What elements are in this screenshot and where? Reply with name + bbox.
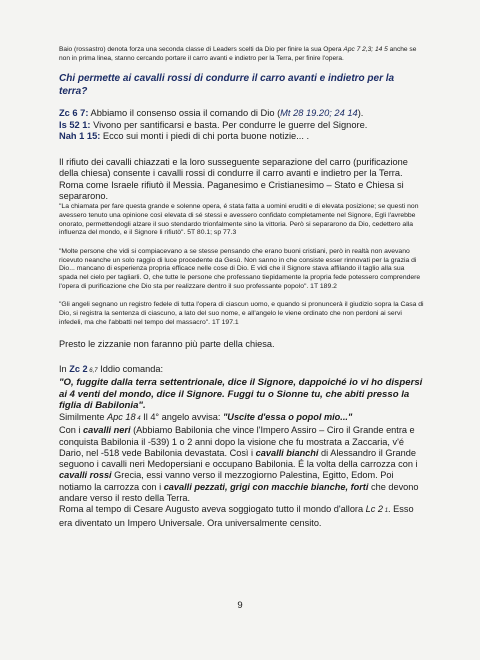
spotted-horses-term: cavalli pezzati, grigi con macchie bianche, forti: [163, 481, 369, 492]
horses-text: che devono andare verso il resto della Terra.: [59, 481, 419, 504]
intro-text: Baio (rossastro) denota forza una seconda classe di Leaders scelti da Dio per finire la sua Opera: [59, 46, 344, 53]
horses-text: Con i: [59, 425, 84, 436]
rome-text-end: . Esso era diventato un Impero Universale. Ora universalmente censito.: [59, 504, 414, 528]
apc-reference: Apc 18: [107, 411, 136, 422]
verse-text-end: ).: [357, 108, 364, 119]
verse-cross-reference: Mt 28 19.20; 24 14: [280, 108, 358, 119]
apc-quote: "Uscite d'essa o popol mio...": [222, 411, 353, 422]
horses-text: (Abbiamo Babilonia che vince l'Impero Assiro – Ciro il Grande entra e conquista Babilonia il -539) 1 o 2 anni dopo la visione che fu mostrata a Zaccaria, v'é Dario, nel -518 vede Babilonia devastata. Così i: [59, 425, 415, 458]
zc2-intro: [59, 364, 424, 377]
white-horses-term: cavalli bianchi: [255, 447, 319, 458]
quote-block: "La chiamata per fare questa grande e solenne opera, é stata fatta a uomini eruditi e di elevata posizione; se questi non avessero tenuto una opinione così elevata di sé stessi e avessero confidato completamente nel Signore, Egli l'avrebbe onorato, permettendogli alzare il suo stendardo trionfalmente sino la vittoria. Però si separarono da Dio, cedettero alla influenza del mondo, e il Signore li rifiutò". 5T 80.1; sp 77.3: [59, 203, 419, 237]
horses-paragraph: [59, 425, 424, 504]
rome-reference: Lc 2: [365, 504, 384, 515]
page-number: 9: [237, 600, 243, 611]
horses-text: Grecia, essi vanno verso il mezzogiorno Palestina, Egitto, Edom. Poi notiamo la carrozza con i: [59, 470, 394, 492]
verse-list: [59, 108, 424, 143]
intro-reference: Apc 7 2,3; 14 5: [343, 46, 388, 53]
zc2-lead-end: Iddio comanda:: [97, 363, 164, 374]
verse-text: Vivono per santificarsi e basta. Per condurre le guerre del Signore.: [90, 119, 368, 130]
intro-paragraph: [59, 46, 424, 63]
verse-text: Ecco sui monti i piedi di chi porta buone notizie... .: [100, 131, 310, 142]
apc-text: Il 4° angelo avvisa:: [140, 411, 223, 422]
red-horses-term: cavalli rossi: [59, 470, 112, 481]
quote-block: "Molte persone che vidi si compiacevano a se stesse pensando che erano buoni cristiani, però in realtà non avevano ricevuto neanche un solo raggio di luce procedente da Gesù. Non sanno in che consiste esser rinnovati per la grazia di Dio... mancano di esperienza propria efficace nelle cose di Dio. E vidi che il Signore stava affilando il taglio alla sua spada nel cielo per tagliarli. O, che tutte le persone che professano tiepidamente la propria fede potessero comprendere l'opera di purificazione che Dio sta per realizzare dentro il suo professante popolo". 1T 189.2: [59, 247, 421, 290]
rome-reference-verse: 1: [383, 508, 389, 515]
intro-text-end: anche se non in prima linea, stanno cercando portare il carro avanti e indietro per la Terra, per finire l'opera.: [59, 46, 417, 62]
black-horses-term: cavalli neri: [83, 425, 131, 436]
tares-sentence: Presto le zizzanie non faranno più parte della chiesa.: [59, 338, 275, 349]
apc-lead: Similmente: [59, 411, 107, 422]
verse-reference: Zc 6 7:: [59, 108, 89, 119]
zc2-quote: "O, fuggite dalla terra settentrionale, dice il Signore, dappoiché io vi ho dispersi ai 4 venti del mondo, dice il Signore. Fuggi tu o Sionne tu, che abiti presso la figlia di Babilonia".: [59, 377, 423, 412]
zc2-reference: Zc 2: [69, 363, 88, 374]
section-heading: Chi permette ai cavalli rossi di condurre il carro avanti e indietro per la terra?: [59, 73, 395, 98]
verse-line: [59, 131, 424, 143]
quote-block: "Gli angeli segnano un registro fedele di tutta l'opera di ciascun uomo, e quando si pronuncerà il giudizio sopra la Casa di Dio, si registra la sentenza di ciascuno, a lato del suo nome, e all'angelo le viene ordinato che non perdoni ai servi infedeli, ma che l'abbatti nel tempo del massacro". 1T 197.1: [59, 301, 424, 326]
rome-text: Roma al tempo di Cesare Augusto aveva soggiogato tutto il mondo d'allora: [59, 504, 366, 515]
verse-line: [59, 108, 424, 120]
verse-reference: Is 52 1:: [59, 119, 91, 130]
apc-line: [59, 412, 424, 425]
verse-text: Abbiamo il consenso ossia il comando di Dio (: [88, 108, 281, 119]
rome-paragraph: [59, 504, 424, 529]
verse-reference: Nah 1 15:: [59, 131, 101, 142]
apc-reference-verse: 4: [135, 415, 141, 422]
zc2-lead: In: [59, 363, 70, 374]
rejection-paragraph: Il rifiuto dei cavalli chiazzati e la loro susseguente separazione del carro (purificazione della chiesa) consente i cavalli rossi di condurre il carro avanti e indietro per la Terra. Roma come Israele rifiutò il Messia. Paganesimo e Cristianesimo – Stato e Chiesa si separarono.: [59, 156, 408, 201]
verse-line: [59, 120, 424, 132]
zc2-reference-verses: 6,7: [87, 367, 98, 374]
horses-text: di Alessandro il Grande seguono i cavalli neri Medopersiani e occupano Babilonia. É la volta della carrozza con i: [59, 447, 418, 470]
